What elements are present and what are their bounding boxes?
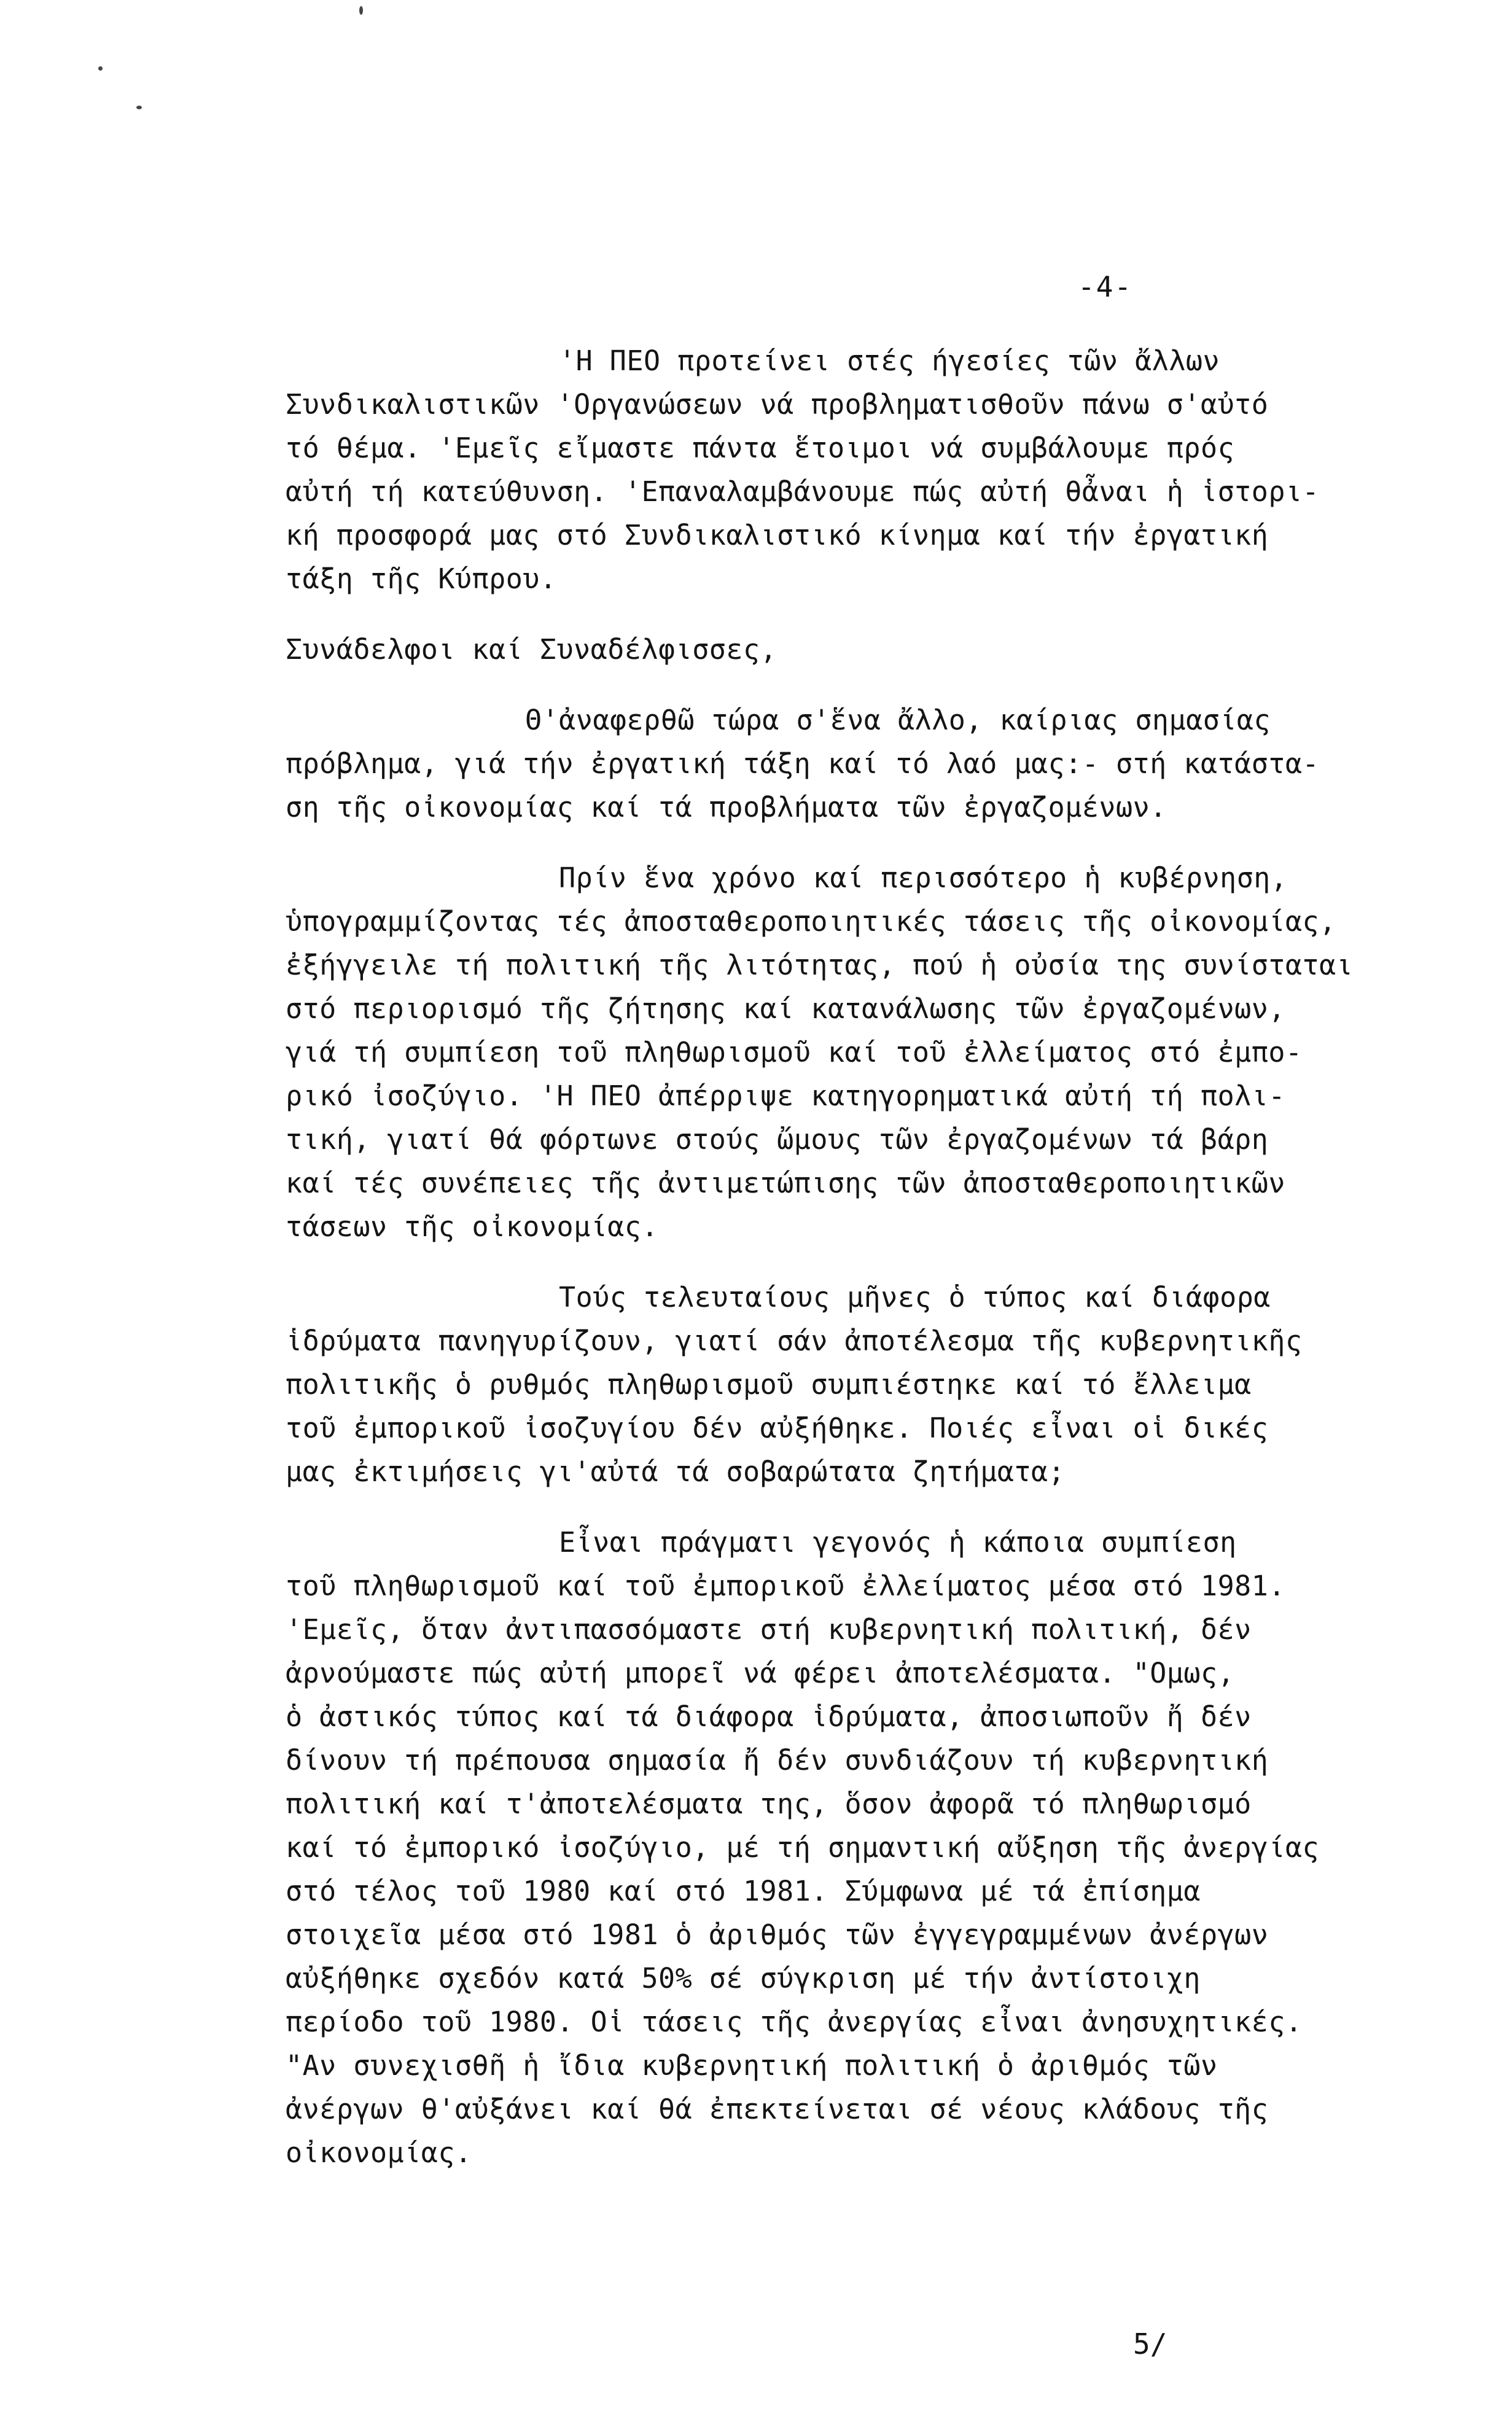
text-line: τάξη τῆς Κύπρου. bbox=[286, 563, 557, 595]
text-line: τοῦ ἐμπορικοῦ ἰσοζυγίου δέν αὐξήθηκε. Ποιές εἶναι οἱ δικές bbox=[286, 1412, 1269, 1444]
text-line: ἱδρύματα πανηγυρίζουν, γιατί σάν ἀποτέλεσμα τῆς κυβερνητικῆς bbox=[286, 1325, 1303, 1357]
text-line: γιά τή συμπίεση τοῦ πληθωρισμοῦ καί τοῦ ἐλλείματος στό ἐμπο- bbox=[286, 1036, 1303, 1069]
scan-speck bbox=[136, 106, 142, 109]
text-line: δίνουν τή πρέπουσα σημασία ἤ δέν συνδιάζουν τή κυβερνητική bbox=[286, 1744, 1269, 1777]
text-line: αὐτή τή κατεύθυνση. 'Επαναλαμβάνουμε πώς αὐτή θἆναι ἡ ἱστορι- bbox=[286, 475, 1320, 508]
text-line: Εἶναι πράγματι γεγονός ἡ κάποια συμπίεση bbox=[559, 1526, 1237, 1559]
paragraph bbox=[286, 339, 1477, 601]
text-line: μας ἐκτιμήσεις γι'αὐτά τά σοβαρώτατα ζητήματα; bbox=[286, 1455, 1066, 1488]
paragraph bbox=[286, 1520, 1477, 2175]
scan-speck bbox=[359, 6, 363, 15]
text-line: ση τῆς οἰκονομίας καί τά προβλήματα τῶν ἐργαζομένων. bbox=[286, 791, 1167, 823]
text-line: κή προσφορά μας στό Συνδικαλιστικό κίνημα καί τήν ἐργατική bbox=[286, 519, 1269, 551]
text-line: τοῦ πληθωρισμοῦ καί τοῦ ἐμπορικοῦ ἐλλείματος μέσα στό 1981. bbox=[286, 1570, 1285, 1602]
text-line: περίοδο τοῦ 1980. Οἱ τάσεις τῆς ἀνεργίας εἶναι ἀνησυχητικές. bbox=[286, 2006, 1303, 2038]
page-number: -4- bbox=[1078, 270, 1133, 303]
text-line: 'Η ΠΕΟ προτείνει στές ήγεσίες τῶν ἄλλων bbox=[559, 345, 1220, 377]
text-line: αὐξήθηκε σχεδόν κατά 50% σέ σύγκριση μέ τήν ἀντίστοιχη bbox=[286, 1962, 1201, 1995]
text-line: πρόβλημα, γιά τήν ἐργατική τάξη καί τό λαό μας:- στή κατάστα- bbox=[286, 747, 1320, 780]
text-line: τική, γιατί θά φόρτωνε στούς ὤμους τῶν ἐργαζομένων τά βάρη bbox=[286, 1123, 1269, 1156]
text-line: τάσεων τῆς οἰκονομίας. bbox=[286, 1210, 659, 1243]
text-line: πολιτική καί τ'ἀποτελέσματα της, ὅσον ἀφορᾶ τό πληθωρισμό bbox=[286, 1788, 1252, 1820]
text-line: ρικό ἰσοζύγιο. 'Η ΠΕΟ ἀπέρριψε κατηγορηματικά αὐτή τή πολι- bbox=[286, 1080, 1285, 1112]
text-line: ἀρνούμαστε πώς αὐτή μπορεῖ νά φέρει ἀποτελέσματα. "Ομως, bbox=[286, 1657, 1235, 1689]
text-line: οἰκονομίας. bbox=[286, 2136, 472, 2169]
text-line: τό θέμα. 'Εμεῖς εἴμαστε πάντα ἕτοιμοι νά συμβάλουμε πρός bbox=[286, 432, 1235, 464]
scan-speck bbox=[98, 66, 103, 71]
text-line: ὑπογραμμίζοντας τές ἀποσταθεροποιητικές τάσεις τῆς οἰκονομίας, bbox=[286, 905, 1336, 938]
text-line: Συνάδελφοι καί Συναδέλφισσες, bbox=[286, 633, 777, 666]
salutation bbox=[286, 628, 1477, 671]
paragraph bbox=[286, 698, 1477, 829]
text-line: Πρίν ἕνα χρόνο καί περισσότερο ἡ κυβέρνηση, bbox=[559, 862, 1288, 894]
text-line: 'Εμεῖς, ὅταν ἀντιπασσόμαστε στή κυβερνητική πολιτική, δέν bbox=[286, 1613, 1252, 1646]
paragraph bbox=[286, 1275, 1477, 1493]
paragraph bbox=[286, 856, 1477, 1248]
document-body bbox=[286, 339, 1477, 2175]
text-line: ἐξήγγειλε τή πολιτική τῆς λιτότητας, πού ἡ οὐσία της συνίσταται bbox=[286, 949, 1354, 981]
text-line: Θ'ἀναφερθῶ τώρα σ'ἕνα ἄλλο, καίριας σημασίας bbox=[525, 704, 1271, 736]
text-line: Συνδικαλιστικῶν 'Οργανώσεων νά προβληματισθοῦν πάνω σ'αὐτό bbox=[286, 388, 1269, 421]
text-line: ὁ ἀστικός τύπος καί τά διάφορα ἱδρύματα, ἀποσιωποῦν ἤ δέν bbox=[286, 1700, 1252, 1733]
text-line: στό περιορισμό τῆς ζήτησης καί κατανάλωσης τῶν ἐργαζομένων, bbox=[286, 992, 1285, 1025]
text-line: καί τές συνέπειες τῆς ἀντιμετώπισης τῶν ἀποσταθεροποιητικῶν bbox=[286, 1167, 1285, 1199]
text-line: στοιχεῖα μέσα στό 1981 ὁ ἀριθμός τῶν ἐγγεγραμμένων ἀνέργων bbox=[286, 1918, 1269, 1951]
text-line: "Αν συνεχισθῆ ἡ ἴδια κυβερνητική πολιτική ὁ ἀριθμός τῶν bbox=[286, 2049, 1218, 2082]
text-line: ἀνέργων θ'αὐξάνει καί θά ἐπεκτείνεται σέ νέους κλάδους τῆς bbox=[286, 2093, 1269, 2125]
continuation-mark: 5/ bbox=[1133, 2327, 1167, 2361]
text-line: καί τό ἐμπορικό ἰσοζύγιο, μέ τή σημαντική αὔξηση τῆς ἀνεργίας bbox=[286, 1831, 1320, 1864]
text-line: στό τέλος τοῦ 1980 καί στό 1981. Σύμφωνα μέ τά ἐπίσημα bbox=[286, 1875, 1201, 1907]
text-line: Τούς τελευταίους μῆνες ὁ τύπος καί διάφορα bbox=[559, 1281, 1271, 1314]
text-line: πολιτικῆς ὁ ρυθμός πληθωρισμοῦ συμπιέστηκε καί τό ἔλλειμα bbox=[286, 1368, 1252, 1401]
